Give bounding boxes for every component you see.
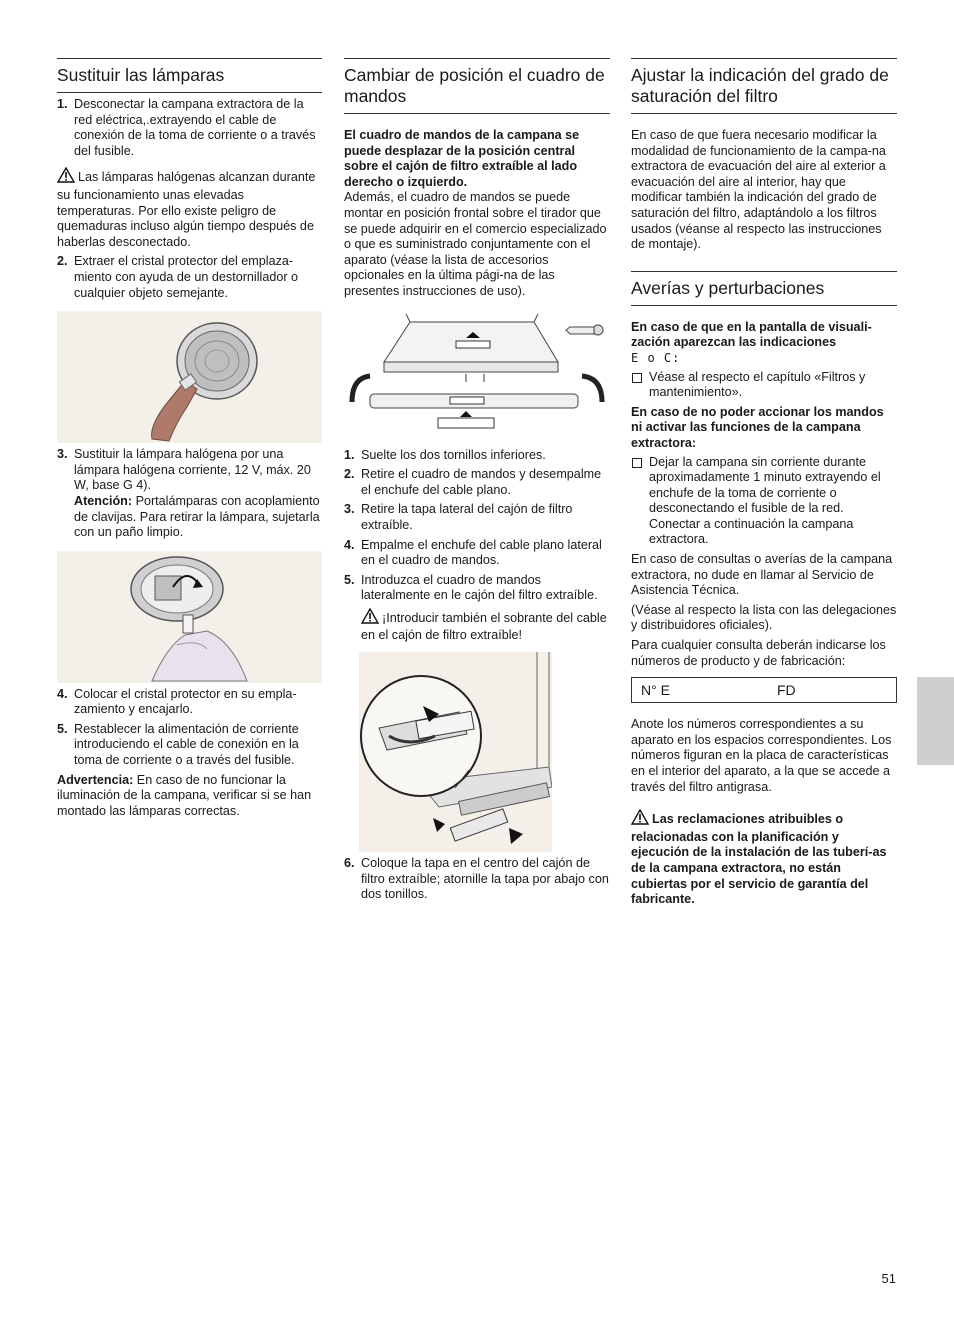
- filter-para: En caso de que fuera necesario modificar la modalidad de funcionamiento de la campa-na extractora de evacuación del aire al exterior a evacuación del aire al interior, hay que modificar también la indicación del grado de saturación del filtro, adaptándolo a los filtros usados (véanse al respecto las instrucciones de montaje).: [631, 128, 886, 252]
- display-case: En caso de que en la pantalla de visuali-zación aparezcan las indicaciones E o C:: [631, 319, 872, 365]
- lamp-steps-c: [57, 447, 322, 541]
- section-tab: [917, 677, 954, 765]
- lamp-steps-b: [57, 254, 322, 301]
- lamp-step-4: 4. Colocar el cristal protector en su empla-zamiento y encajarlo.: [57, 686, 297, 717]
- display-codes: E o C:: [631, 350, 681, 365]
- figure-insert-control-panel: [359, 652, 552, 852]
- warning-icon: [57, 167, 75, 188]
- note-numbers-para: Anote los números correspondientes a su aparato en los espacios correspondientes. Los números figuran en la placa de características en el interior del aparato, a la que se accede a través del filtro antigrasa.: [631, 717, 892, 794]
- lamp-step-2: 2. Extraer el cristal protector del emplaza-miento con ayuda de un destornillador o cualquier objeto semejante.: [57, 254, 299, 300]
- figure-remove-glass: [57, 311, 322, 443]
- control-step-4: 4. Empalme el enchufe del cable plano lateral en el cuadro de mandos.: [344, 537, 602, 568]
- control-step-5-warning: ¡Introducir también el sobrante del cable en el cajón de filtro extraíble!: [361, 608, 610, 644]
- column-filter-faults: [631, 58, 897, 908]
- heading-control-panel: Cambiar de posición el cuadro de mandos: [344, 58, 610, 114]
- checkbox-icon: [632, 458, 642, 468]
- control-step-3: 3. Retire la tapa lateral del cajón de filtro extraíble.: [344, 502, 573, 532]
- fd-number-label: FD: [777, 682, 796, 699]
- lamp-step-3: 3. Sustituir la lámpara halógena por una lámpara halógena corriente, 12 V, máx. 20 W, base G 4). Atención: Portalámparas con acoplamiento de clavijas. Para retirar la lámpara, sujetarla con un paño limpio.: [57, 447, 320, 540]
- lamp-advice: Advertencia: En caso de no funcionar la iluminación de la campana, verificar si se han montado las lámparas correctas.: [57, 772, 312, 818]
- heading-filter-saturation: Ajustar la indicación del grado de saturación del filtro: [631, 58, 897, 114]
- warning-icon: [361, 608, 379, 629]
- figure-replace-bulb: [57, 551, 322, 683]
- e-number-label: N° E: [641, 682, 670, 699]
- lamp-step-1: 1. Desconectar la campana extractora de la red eléctrica,.extrayendo el cable de conexión de la toma de corriente o a través del fusible.: [57, 97, 316, 158]
- numbers-para: Para cualquier consulta deberán indicarse los números de producto y de fabricación:: [631, 638, 886, 668]
- controls-bullets: [631, 455, 897, 549]
- bullet-filters-chapter: Véase al respecto el capítulo «Filtros y mantenimiento».: [631, 370, 897, 401]
- service-para: En caso de consultas o averías de la campana extractora, no dude en llamar al Servicio de Asistencia Técnica.: [631, 552, 893, 598]
- control-intro: El cuadro de mandos de la campana se puede desplazar de la posición central sobre el cajón de filtro extraíble al lado derecho o izquierdo. Además, el cuadro de mandos se puede montar en posición frontal sobre el tirador que se puede adquirir en el comercio especializado o que es suministrado conjuntamente con el aparato (véase la lista de accesorios opcionales en la última pági-na de las presentes instrucciones de uso).: [344, 128, 607, 298]
- column-lamps: [57, 58, 322, 819]
- column-control-panel: [344, 58, 610, 903]
- control-steps-b: [344, 856, 610, 903]
- display-bullets: [631, 370, 897, 401]
- control-step-2: 2. Retire el cuadro de mandos y desempalme el enchufe del cable plano.: [344, 467, 602, 497]
- bullet-disconnect: Dejar la campana sin corriente durante aproximadamente 1 minuto extrayendo el enchufe de la toma de corriente o desconectando el fusible de la red. Conectar a continuación la campana extractora.: [631, 455, 897, 549]
- control-step-5: 5. Introduzca el cuadro de mandos lateralmente en le cajón del filtro extraíble. ¡Introducir también el sobrante del cable en el cajón de filtro extraíble!: [344, 573, 610, 644]
- control-steps-a: [344, 448, 610, 645]
- lamp-steps-d: [57, 687, 322, 769]
- lamp-step-5: 5. Restablecer la alimentación de corriente introduciendo el cable de conexión en la toma de corriente o a través del fusible.: [57, 721, 299, 768]
- lamp-warning: Las lámparas halógenas alcanzan durante su funcionamiento unas elevadas temperaturas. Por ello existe peligro de quemaduras incluso algún tiempo después de haberlas desconectado.: [57, 167, 322, 250]
- checkbox-icon: [632, 373, 642, 383]
- warning-icon: [631, 809, 649, 830]
- control-step-6: 6. Coloque la tapa en el centro del cajón de filtro extraíble; atornille la tapa por abajo con dos tonillos.: [344, 856, 609, 902]
- page-number: 51: [881, 1271, 896, 1286]
- delegations-para: (Véase al respecto la lista con las delegaciones y distribuidores oficiales).: [631, 602, 897, 633]
- controls-case: En caso de no poder accionar los mandos ni activar las funciones de la campana extractora:: [631, 404, 884, 450]
- heading-replace-lamps: Sustituir las lámparas: [57, 58, 322, 93]
- control-step-1: 1. Suelte los dos tornillos inferiores.: [344, 447, 546, 462]
- product-number-field: [631, 677, 897, 703]
- warranty-warning: Las reclamaciones atribuibles o relacionadas con la planificación y ejecución de la instalación de las tuberí-as de la campana extractora, no están cubiertas por el servicio de garantía del fabricante.: [631, 809, 897, 908]
- heading-faults: Averías y perturbaciones: [631, 271, 897, 306]
- lamp-steps-a: [57, 97, 322, 159]
- figure-control-panel-removal: [344, 314, 610, 444]
